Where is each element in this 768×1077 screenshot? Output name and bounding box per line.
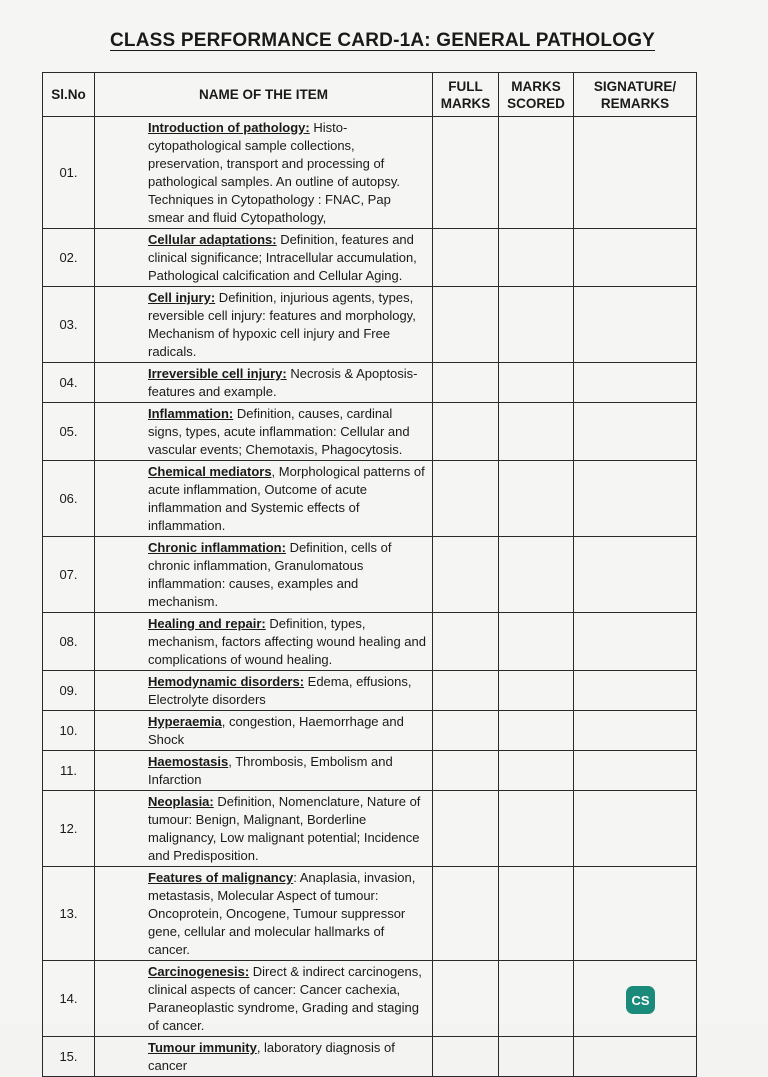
sl-no-header: Sl.No (43, 73, 95, 117)
row-item-description (95, 751, 433, 791)
topic-details: Definition, cells of chronic inflammation, Granulomatous inflammation: causes, examples and mechanism. (148, 540, 392, 609)
topic-details: : Anaplasia, invasion, metastasis, Molecular Aspect of tumour: Oncoprotein, Oncogene, Tumour suppressor gene, cellular and molecular hallmarks of cancer. (148, 870, 416, 957)
topic-heading: Hemodynamic disorders: (148, 674, 305, 689)
table-row (43, 403, 697, 461)
topic-heading: Chronic inflammation: (148, 540, 286, 555)
signature-remarks-cell[interactable] (574, 671, 697, 711)
signature-remarks-cell[interactable] (574, 751, 697, 791)
topic-heading: Carcinogenesis: (148, 964, 250, 979)
marks-scored-cell[interactable] (499, 613, 574, 671)
table-row (43, 613, 697, 671)
table-row (43, 229, 697, 287)
table-row (43, 537, 697, 613)
item-name-header: NAME OF THE ITEM (95, 73, 433, 117)
marks-scored-cell[interactable] (499, 403, 574, 461)
row-item-description (95, 1037, 433, 1077)
full-marks-cell[interactable] (433, 961, 499, 1037)
camscanner-logo: CS (626, 986, 655, 1014)
topic-heading: Introduction of pathology: (148, 120, 310, 135)
row-item-description (95, 867, 433, 961)
marks-scored-cell[interactable] (499, 791, 574, 867)
marks-scored-cell[interactable] (499, 461, 574, 537)
signature-remarks-cell[interactable] (574, 461, 697, 537)
topic-heading: Neoplasia: (148, 794, 214, 809)
full-marks-cell[interactable] (433, 751, 499, 791)
row-serial-number: 14. (43, 961, 95, 1037)
signature-remarks-cell[interactable] (574, 613, 697, 671)
row-serial-number: 13. (43, 867, 95, 961)
marks-scored-header-line2: SCORED (507, 95, 565, 111)
marks-scored-cell[interactable] (499, 751, 574, 791)
topic-details: Necrosis & Apoptosis-features and example. (148, 366, 418, 399)
table-row (43, 961, 697, 1037)
signature-header-line2: REMARKS (600, 95, 670, 111)
row-item-description (95, 537, 433, 613)
performance-table (42, 72, 697, 1077)
marks-scored-header (499, 73, 574, 117)
signature-remarks-cell[interactable] (574, 537, 697, 613)
row-serial-number: 15. (43, 1037, 95, 1077)
row-serial-number: 11. (43, 751, 95, 791)
full-marks-header-line2: MARKS (440, 95, 491, 111)
topic-heading: Healing and repair: (148, 616, 266, 631)
topic-heading: Tumour immunity (148, 1040, 257, 1055)
topic-details: , congestion, Haemorrhage and Shock (148, 714, 404, 747)
full-marks-cell[interactable] (433, 711, 499, 751)
page-title: CLASS PERFORMANCE CARD-1A: GENERAL PATHOLOGY (110, 30, 656, 51)
full-marks-cell[interactable] (433, 867, 499, 961)
row-item-description (95, 229, 433, 287)
row-serial-number: 05. (43, 403, 95, 461)
table-header-row (43, 73, 697, 117)
row-serial-number: 09. (43, 671, 95, 711)
marks-scored-cell[interactable] (499, 867, 574, 961)
topic-details: Definition, features and clinical significance; Intracellular accumulation, Pathological calcification and Cellular Aging. (148, 232, 417, 283)
row-serial-number: 07. (43, 537, 95, 613)
full-marks-cell[interactable] (433, 403, 499, 461)
topic-details: , Morphological patterns of acute inflammation, Outcome of acute inflammation and Systemic effects of inflammation. (148, 464, 425, 533)
marks-scored-cell[interactable] (499, 537, 574, 613)
topic-details: Definition, Nomenclature, Nature of tumour: Benign, Malignant, Borderline malignancy, Low malignant potential; Incidence and Predisposition. (148, 794, 421, 863)
signature-remarks-cell[interactable] (574, 229, 697, 287)
row-serial-number: 01. (43, 117, 95, 229)
table-row (43, 867, 697, 961)
row-serial-number: 10. (43, 711, 95, 751)
topic-heading: Inflammation: (148, 406, 234, 421)
row-item-description (95, 287, 433, 363)
topic-details: Definition, types, mechanism, factors affecting wound healing and complications of wound healing. (148, 616, 426, 667)
row-item-description (95, 363, 433, 403)
marks-scored-cell[interactable] (499, 711, 574, 751)
full-marks-cell[interactable] (433, 117, 499, 229)
full-marks-header (433, 73, 499, 117)
full-marks-cell[interactable] (433, 613, 499, 671)
row-item-description (95, 613, 433, 671)
topic-heading: Irreversible cell injury: (148, 366, 287, 381)
full-marks-cell[interactable] (433, 1037, 499, 1077)
row-item-description (95, 461, 433, 537)
signature-remarks-cell[interactable] (574, 867, 697, 961)
row-serial-number: 06. (43, 461, 95, 537)
full-marks-cell[interactable] (433, 537, 499, 613)
row-serial-number: 02. (43, 229, 95, 287)
topic-heading: Cellular adaptations: (148, 232, 277, 247)
full-marks-cell[interactable] (433, 791, 499, 867)
marks-scored-cell[interactable] (499, 117, 574, 229)
signature-remarks-cell[interactable] (574, 791, 697, 867)
signature-remarks-cell[interactable] (574, 403, 697, 461)
row-item-description (95, 711, 433, 751)
signature-remarks-cell[interactable] (574, 117, 697, 229)
signature-remarks-header (574, 73, 697, 117)
full-marks-cell[interactable] (433, 461, 499, 537)
row-item-description (95, 117, 433, 229)
marks-scored-header-line1: MARKS (511, 78, 561, 94)
table-row (43, 1037, 697, 1077)
row-serial-number: 12. (43, 791, 95, 867)
topic-details: Definition, injurious agents, types, reversible cell injury: features and morphology, Mechanism of hypoxic cell injury and Free radicals. (148, 290, 416, 359)
full-marks-header-line1: FULL (448, 78, 483, 94)
row-item-description (95, 961, 433, 1037)
topic-details: , laboratory diagnosis of cancer (148, 1040, 395, 1073)
signature-remarks-cell[interactable] (574, 711, 697, 751)
marks-scored-cell[interactable] (499, 229, 574, 287)
topic-details: Edema, effusions, Electrolyte disorders (148, 674, 412, 707)
topic-heading: Features of malignancy (148, 870, 294, 885)
table-row (43, 671, 697, 711)
signature-remarks-cell[interactable] (574, 363, 697, 403)
table-row (43, 363, 697, 403)
row-serial-number: 03. (43, 287, 95, 363)
marks-scored-cell[interactable] (499, 363, 574, 403)
topic-details: Histo-cytopathological sample collections, preservation, transport and processing of pathological samples. An outline of autopsy. Techniques in Cytopathology : FNAC, Pap smear and fluid Cytopathology, (148, 120, 400, 225)
full-marks-cell[interactable] (433, 229, 499, 287)
row-item-description (95, 791, 433, 867)
table-row (43, 461, 697, 537)
topic-heading: Chemical mediators (148, 464, 272, 479)
marks-scored-cell[interactable] (499, 671, 574, 711)
topic-details: Definition, causes, cardinal signs, types, acute inflammation: Cellular and vascular events; Chemotaxis, Phagocytosis. (148, 406, 410, 457)
table-row (43, 751, 697, 791)
signature-remarks-cell[interactable] (574, 1037, 697, 1077)
topic-details: Direct & indirect carcinogens, clinical aspects of cancer: Cancer cachexia, Paraneoplastic syndrome, Grading and staging of cancer. (148, 964, 422, 1033)
full-marks-cell[interactable] (433, 671, 499, 711)
topic-heading: Cell injury: (148, 290, 216, 305)
marks-scored-cell[interactable] (499, 287, 574, 363)
table-row (43, 711, 697, 751)
table-row (43, 791, 697, 867)
topic-heading: Hyperaemia (148, 714, 222, 729)
signature-remarks-cell[interactable] (574, 287, 697, 363)
topic-details: , Thrombosis, Embolism and Infarction (148, 754, 393, 787)
table-row (43, 287, 697, 363)
topic-heading: Haemostasis (148, 754, 229, 769)
row-serial-number: 08. (43, 613, 95, 671)
table-row (43, 117, 697, 229)
signature-header-line1: SIGNATURE/ (593, 78, 677, 94)
row-item-description (95, 403, 433, 461)
full-marks-cell[interactable] (433, 287, 499, 363)
row-serial-number: 04. (43, 363, 95, 403)
marks-scored-cell[interactable] (499, 1037, 574, 1077)
marks-scored-cell[interactable] (499, 961, 574, 1037)
row-item-description (95, 671, 433, 711)
full-marks-cell[interactable] (433, 363, 499, 403)
